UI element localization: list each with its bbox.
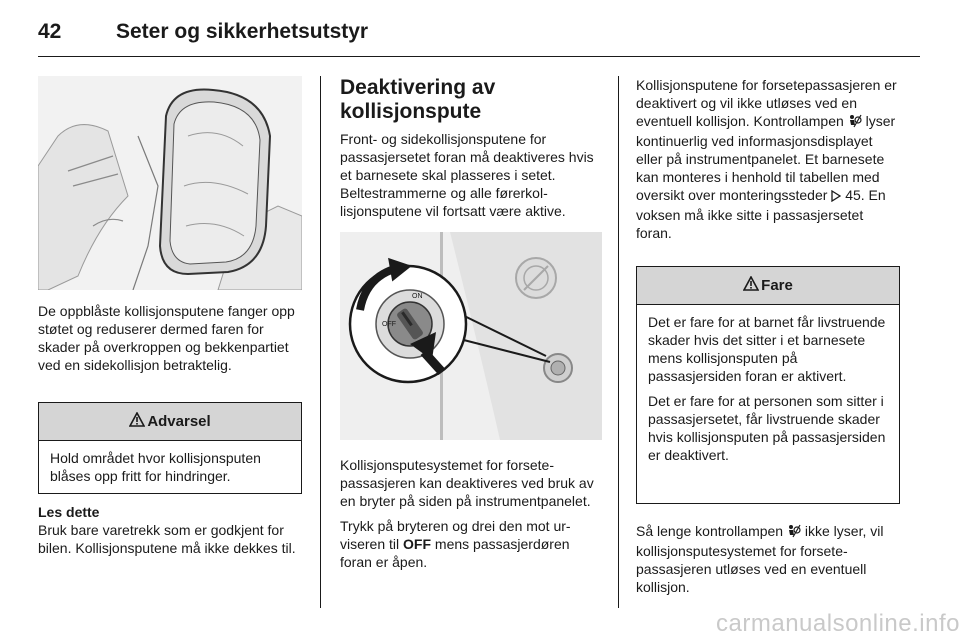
column-divider <box>320 76 321 608</box>
seat-airbag-illustration <box>38 76 302 290</box>
note-title: Les dette <box>38 504 100 520</box>
right-column <box>636 76 900 242</box>
page-title: Seter og sikkerhetsutstyr <box>116 20 369 43</box>
deactivated-paragraph <box>636 76 900 242</box>
instruction-off-label: OFF <box>403 536 432 552</box>
warning-text: Hold området hvor kollisjonsputen blåses opp fritt for hindringer. <box>50 450 261 484</box>
danger-header <box>637 267 899 305</box>
danger-box <box>636 266 900 504</box>
danger-body <box>637 305 899 464</box>
reference-arrow-icon <box>831 188 841 206</box>
deactivated-text: Kollisjonsputene for forsetepassasjeren er deaktivert og vil ikke utløses ved en eventuell kollisjon. Kontrollampen <box>636 77 897 129</box>
middle-column <box>340 76 602 220</box>
switch-label-on: ON <box>412 293 423 300</box>
danger-title: Fare <box>761 277 793 294</box>
warning-body <box>39 441 301 485</box>
danger-text-2: Det er fare for at personen som sitter i passasjersetet, får livstruende skader hvis kollisjonsputen på passasjersiden er deaktivert. <box>648 393 886 463</box>
section-heading: Deaktivering av kollisjonspute <box>340 76 496 123</box>
note-text: Bruk bare varetrekk som er godkjent for bilen. Kollisjonsputene må ikke dekkes til. <box>38 522 296 556</box>
column-divider <box>618 76 619 608</box>
instruction-text-end: mens passasjerdøren foran er åpen. <box>340 536 570 570</box>
warning-triangle-icon <box>743 276 759 295</box>
middle-column-lower <box>340 456 602 571</box>
active-paragraph <box>636 522 900 596</box>
right-column-lower <box>636 522 900 596</box>
deactivated-text-2: lyser kontinuerlig ved informasjonsdisplayet eller på instrumentpanelet. Et barnesete kan monteres i henhold til tabellen med oversikt over monteringssteder <box>636 113 896 203</box>
page-number: 42 <box>38 20 62 43</box>
active-text: Så lenge kontrollampen <box>636 523 787 539</box>
section-intro: Front- og sidekollisjonsputene for passasjersetet foran må deaktiveres hvis et barnesete skal plasseres i setet. Beltestrammerne og alle førerkollisjonsputene vil fortsatt være aktive. <box>340 131 594 219</box>
instruction-text: Trykk på bryteren og drei den mot urviseren til <box>340 518 571 552</box>
airbag-off-icon <box>787 524 801 542</box>
left-column <box>38 302 302 374</box>
watermark: carmanualsonline.info <box>716 610 960 637</box>
switch-label-off: OFF <box>382 321 396 328</box>
note-block <box>38 503 302 557</box>
page-reference[interactable]: 45 <box>845 187 861 203</box>
warning-triangle-icon <box>129 412 145 431</box>
active-text-2: ikke lyser, vil kollisjonsputesystemet for forsetepassasjeren utløses ved en eventuell kollisjon. <box>636 523 884 595</box>
airbag-caption: De oppblåste kollisjonsputene fanger opp støtet og reduserer dermed faren for skader på overkroppen og bekkenpartiet ved en sidekollisjon betraktelig. <box>38 303 295 373</box>
warning-title: Advarsel <box>147 413 211 430</box>
airbag-switch-illustration <box>340 232 602 440</box>
switch-instruction <box>340 517 602 571</box>
deactivated-text-end: . En voksen må ikke sitte i passasjersetet foran. <box>636 187 886 241</box>
switch-caption: Kollisjonsputesystemet for forsetepassasjeren kan deaktiveres ved bruk av en bryter på siden på instrumentpanelet. <box>340 457 594 509</box>
warning-box <box>38 402 302 494</box>
header-rule <box>38 56 920 57</box>
danger-text-1: Det er fare for at barnet får livstruende skader hvis det sitter i et barnesete mens kollisjonsputen på passasjersiden foran er aktivert. <box>648 314 886 384</box>
airbag-off-icon <box>848 114 862 132</box>
warning-header <box>39 403 301 441</box>
